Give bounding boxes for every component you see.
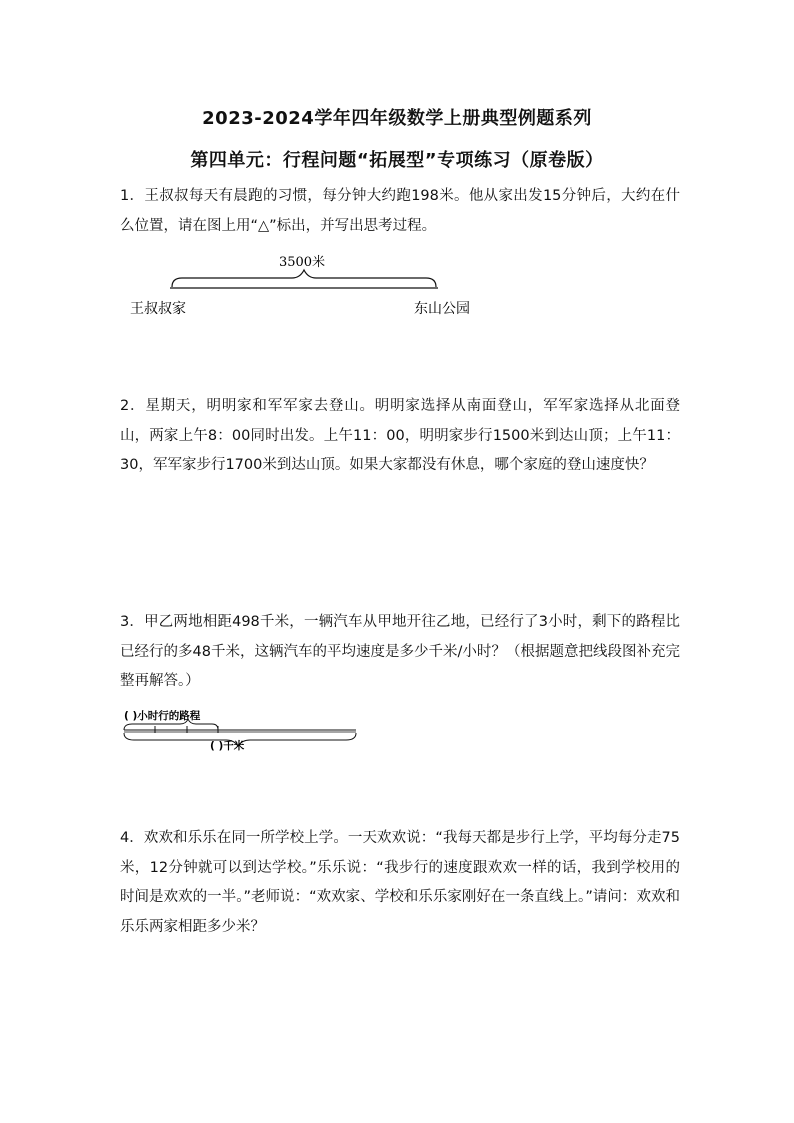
page-subtitle: 第四单元：行程问题“拓展型”专项练习（原卷版） xyxy=(190,150,604,171)
q1-diagram-group xyxy=(130,254,470,317)
q1-right-label: 东山公园 xyxy=(414,301,470,317)
question-1: 1．王叔叔每天有晨跑的习惯，每分钟大约跑198米。他从家出发15分钟后，大约在什么位置，请在图上用“△”标出，并写出思考过程。 xyxy=(120,188,680,234)
question-3: 3．甲乙两地相距498千米，一辆汽车从甲地开往乙地，已经行了3小时，剩下的路程比已经行的多48千米，这辆汽车的平均速度是多少千米/小时？（根据题意把线段图补充完整再解答。） xyxy=(120,614,680,689)
q3-top-brace xyxy=(124,719,218,730)
page-title: 2023-2024学年四年级数学上册典型例题系列 xyxy=(202,108,592,129)
question-2: 2．星期天，明明家和军军家去登山。明明家选择从南面登山，军军家选择从北面登山，两家上午8：00同时出发。上午11：00，明明家步行1500米到达山顶；上午11：30，军军家步行1700米到达山顶。如果大家都没有休息，哪个家庭的登山速度快？ xyxy=(120,398,680,473)
q1-brace xyxy=(172,270,436,287)
q3-top-label: ( )小时行的路程 xyxy=(124,710,201,722)
q1-left-label: 王叔叔家 xyxy=(130,301,186,317)
q3-bottom-label: ( )千米 xyxy=(210,740,245,752)
q3-bottom-brace xyxy=(124,733,356,746)
q1-distance-label: 3500米 xyxy=(278,255,326,270)
question-4: 4．欢欢和乐乐在同一所学校上学。一天欢欢说：“我每天都是步行上学，平均每分走75米，12分钟就可以到达学校。”乐乐说：“我步行的速度跟欢欢一样的话，我到学校用的时间是欢欢的一半。”老师说：“欢欢家、学校和乐乐家刚好在一条直线上。”请问：欢欢和乐乐两家相距多少米？ xyxy=(120,830,680,935)
q3-diagram-group xyxy=(124,709,356,752)
